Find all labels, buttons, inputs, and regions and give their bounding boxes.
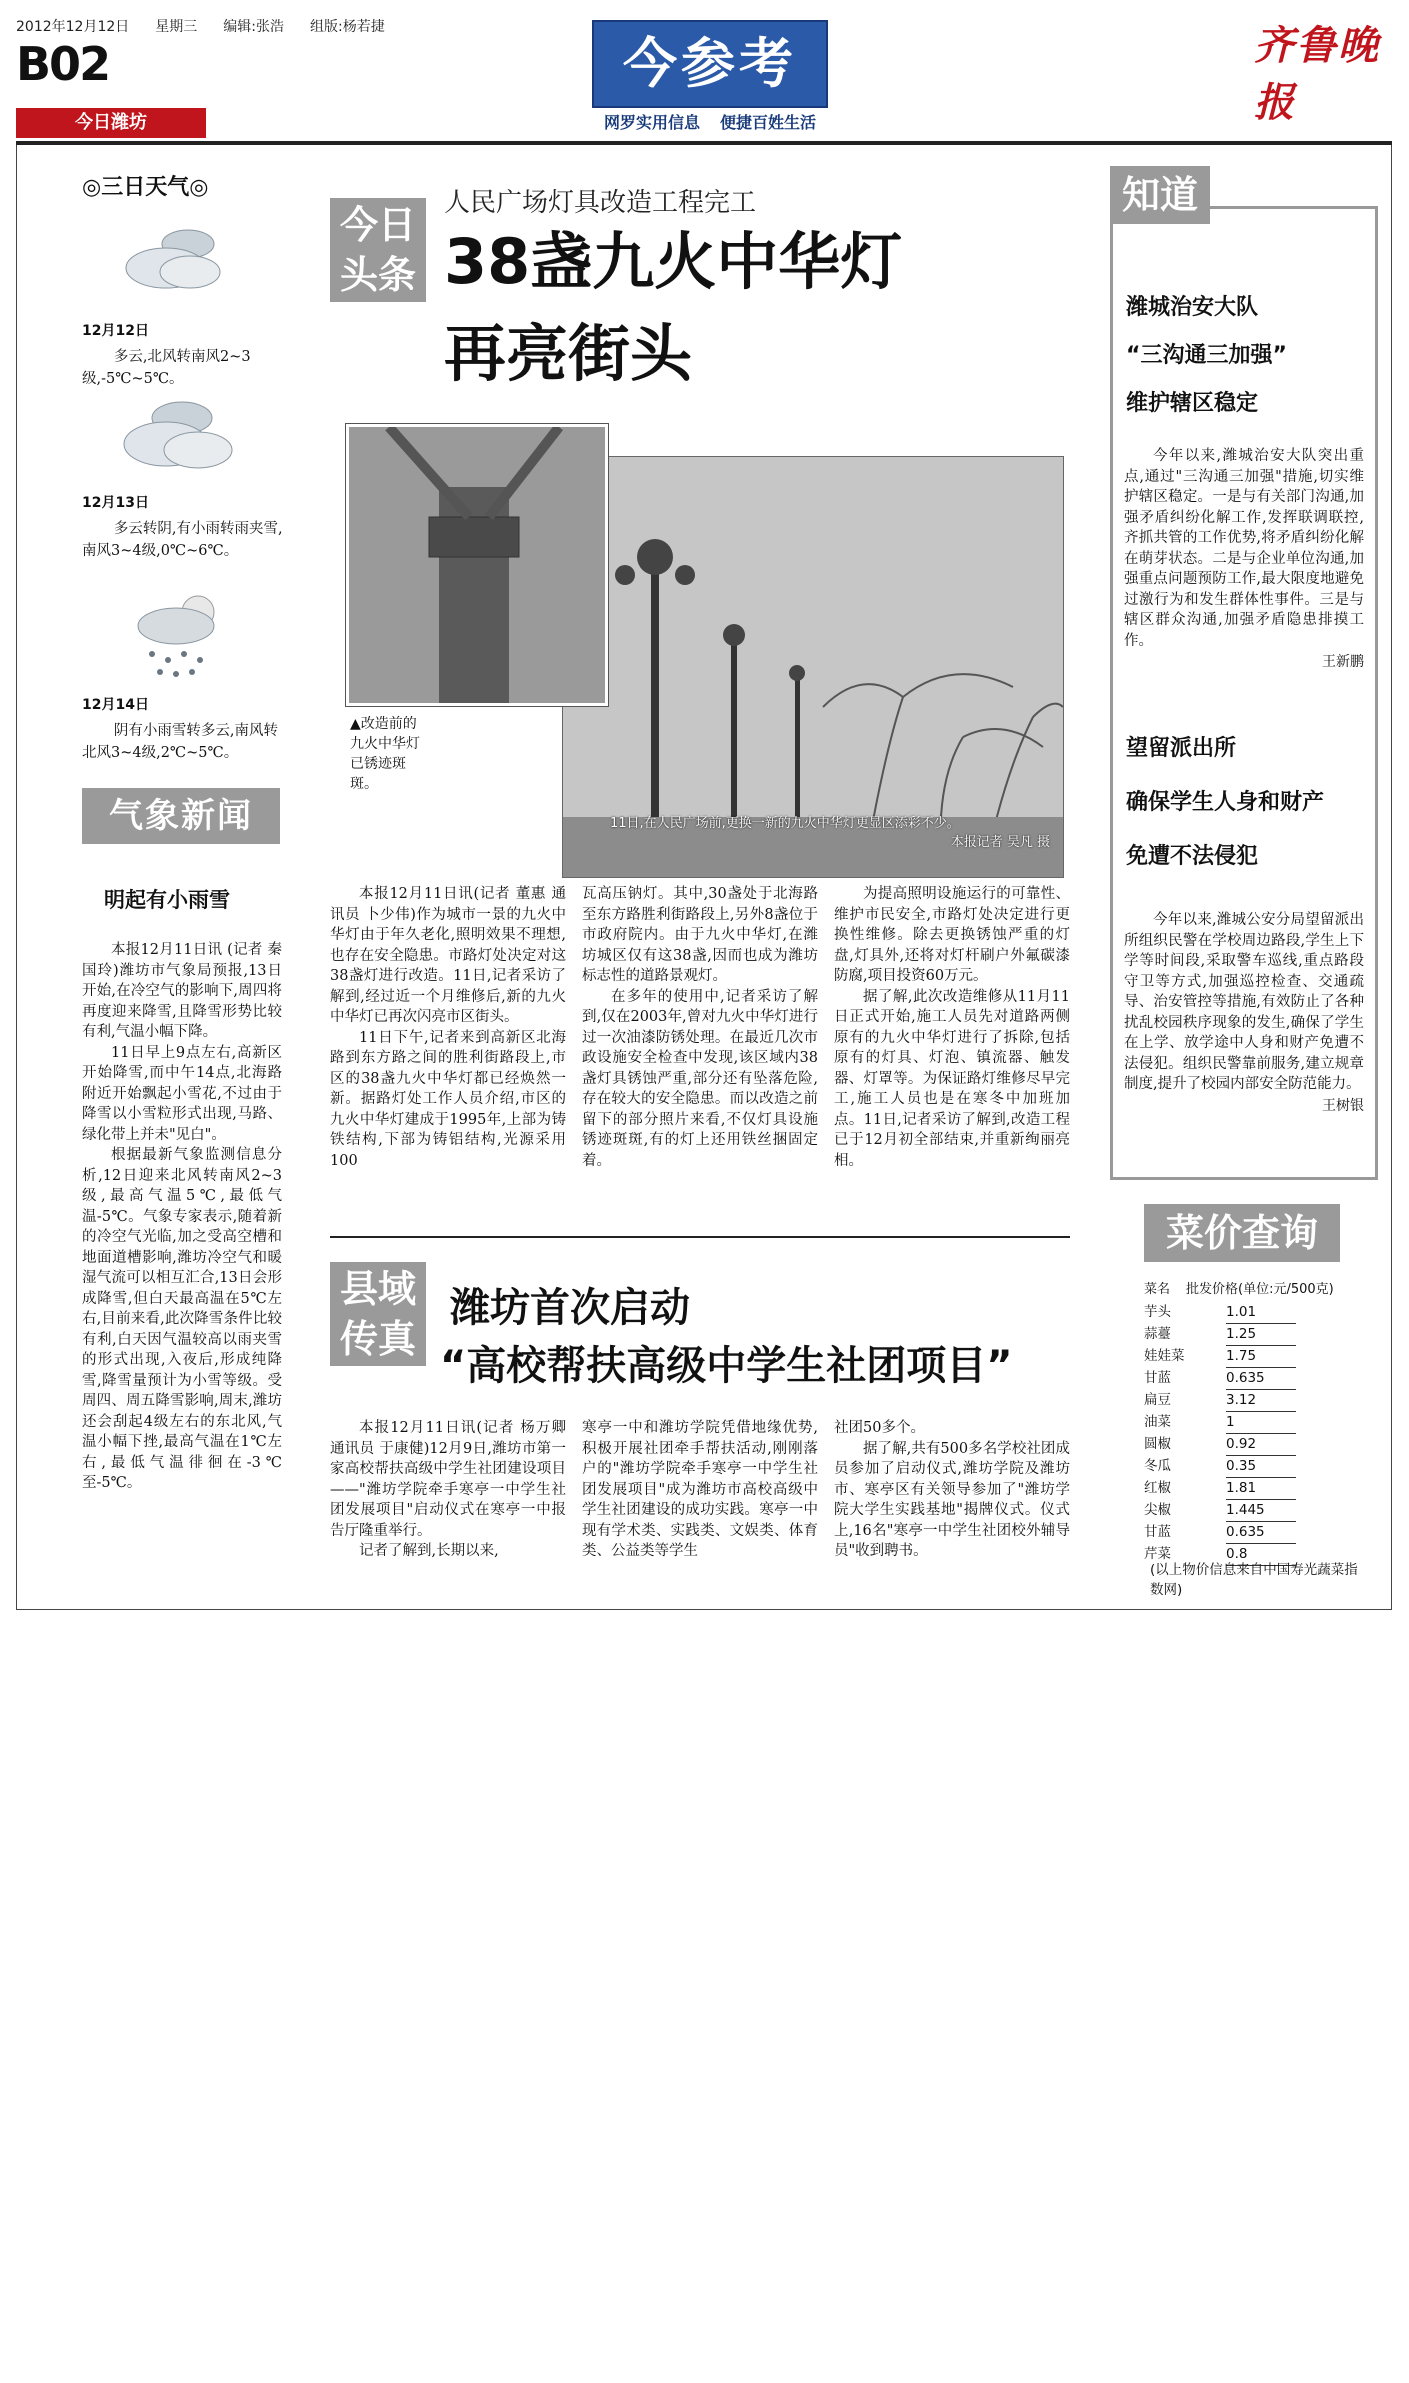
masthead-tagline-2: 便捷百姓生活	[719, 113, 816, 132]
know-story1-text: 今年以来,潍城治安大队突出重点,通过"三沟通三加强"措施,切实维护辖区稳定。一是与有关部门沟通,加强矛盾纠纷化解工作,发挥联调联控,齐抓共管的工作优势,将矛盾纠纷化解在萌芽状态。二是与企业单位沟通,加强重点问题预防工作,最大限度地避免过激行为和发生群体性事件。三是与辖区群众沟通,加强矛盾隐患排摸工作。	[1124, 448, 1364, 649]
price-item-name: 蒜薹	[1144, 1326, 1171, 1342]
price-header-name: 菜名	[1144, 1282, 1171, 1297]
weather-date-3: 12月14日	[82, 697, 149, 713]
photo-credit: 本报记者 吴凡 摄	[950, 835, 1050, 850]
know-story1-body	[1124, 446, 1364, 671]
cloudy-icon	[118, 218, 228, 302]
lead-col-1	[330, 884, 566, 1171]
know-story2-title-1: 望留派出所	[1126, 736, 1237, 761]
price-item-value: 1.75	[1226, 1346, 1296, 1368]
price-item-name: 扁豆	[1144, 1392, 1171, 1408]
price-item-value: 1.25	[1226, 1324, 1296, 1346]
price-item-name: 芋头	[1144, 1304, 1171, 1320]
lead-kicker: 人民广场灯具改造工程完工	[444, 188, 757, 218]
price-item-value: 1.445	[1226, 1500, 1296, 1522]
section-divider	[330, 1236, 1070, 1238]
county-col-3	[834, 1418, 1070, 1562]
lead-col1-para-2: 11日下午,记者来到高新区北海路到东方路之间的胜利街路段上,市区的38盏九火中华灯都已经焕然一新。据路灯处工作人员介绍,市区的九火中华灯建成于1995年,上部为铸铁结构,下部为铸铝结构,光源采用100	[330, 1029, 566, 1169]
lead-badge-text: 今日头条	[339, 203, 416, 297]
price-row	[1144, 1390, 1296, 1412]
county-col-2	[582, 1418, 818, 1562]
weather-news-para-2: 11日早上9点左右,高新区开始降雪,而中午14点,北海路附近开始飘起小雪花,不过由于降雪以小雪粒形式出现,马路、绿化带上并未"见白"。	[82, 1044, 282, 1143]
know-story2-body	[1124, 910, 1364, 1115]
weather-text-1: 多云,北风转南风2~3级,-5℃~5℃。	[82, 349, 251, 387]
weather-news-para-3: 根据最新气象监测信息分析,12日迎来北风转南风2~3级,最高气温5℃,最低气温-5℃。气象专家表示,随着新的冷空气光临,加之受高空槽和地面道槽影响,潍坊冷空气和暖湿气流可以相互汇合,13日会形成降雪,但白天最高温在5℃左右,目前来看,此次降雪条件比较有利,白天因气温较高以雨夹雪的形式出现,入夜后,形成纯降雪,降雪量预计为小雪等级。受周四、周五降雪影响,周末,潍坊还会刮起4级左右的东北风,气温小幅下挫,最高气温在1℃左右,最低气温徘徊在-3℃至-5℃。	[82, 1147, 282, 1491]
know-story1-title-3: 维护辖区稳定	[1126, 391, 1259, 416]
lead-col1-para-1: 本报12月11日讯(记者 董惠 通讯员 卜少伟)作为城市一景的九火中华灯由于年久老化,照明效果不理想,也存在安全隐患。市路灯处决定对这38盏灯进行改造。11日,记者采访了解到,经过近一个月维修后,新的九火中华灯已再次闪亮市区街头。	[330, 886, 566, 1025]
price-item-name: 圆椒	[1144, 1436, 1171, 1452]
issue-date: 2012年12月12日	[16, 19, 130, 35]
price-item-name: 娃娃菜	[1144, 1348, 1185, 1364]
price-item-value: 0.8	[1226, 1544, 1296, 1566]
price-item-name: 红椒	[1144, 1480, 1171, 1496]
price-item-value: 1.81	[1226, 1478, 1296, 1500]
know-story2-title-2: 确保学生人身和财产	[1126, 790, 1325, 815]
price-item-value: 1.01	[1226, 1302, 1296, 1324]
lead-col2-para-2: 在多年的使用中,记者采访了解到,仅在2003年,曾对九火中华灯进行过一次油漆防锈处理。在最近几次市政设施安全检查中发现,该区域内38盏灯具锈蚀严重,部分还有坠落危险,存在较大的安全隐患。而以改造之前留下的部分照片来看,不仅灯具设施锈迹斑斑,有的灯上还用铁丝捆固定着。	[582, 988, 818, 1169]
price-item-value: 0.92	[1226, 1434, 1296, 1456]
county-col1-para-2: 记者了解到,长期以来,	[359, 1543, 499, 1559]
price-header	[1144, 1278, 1334, 1297]
price-item-name: 甘蓝	[1144, 1370, 1171, 1386]
know-story2-byline: 王树银	[1322, 1097, 1364, 1114]
lead-col-2	[582, 884, 818, 1171]
issue-weekday: 星期三	[155, 19, 198, 35]
price-item-value: 0.635	[1226, 1368, 1296, 1390]
price-item-name: 甘蓝	[1144, 1524, 1171, 1540]
county-col3-para-2: 据了解,共有500多名学校社团成员参加了启动仪式,潍坊学院及潍坊市、寒亭区有关领导参加了"潍坊学院大学生实践基地"揭牌仪式。仪式上,16名"寒亭一中学生社团校外辅导员"收到聘书。	[834, 1440, 1070, 1559]
weather-text-3: 阴有小雨雪转多云,南风转北风3~4级,2℃~5℃。	[82, 723, 278, 761]
price-item-name: 尖椒	[1144, 1502, 1171, 1518]
know-story2-title-3: 免遭不法侵犯	[1126, 844, 1259, 869]
price-row	[1144, 1478, 1296, 1500]
inset-caption: ▲改造前的九火中华灯已锈迹斑斑。	[350, 716, 420, 792]
price-row	[1144, 1456, 1296, 1478]
county-col-1	[330, 1418, 571, 1562]
price-row	[1144, 1346, 1296, 1368]
county-title-line-2: “高校帮扶高级中学生社团项目”	[440, 1343, 1013, 1389]
price-row	[1144, 1368, 1296, 1390]
weather-text-2: 多云转阴,有小雨转雨夹雪,南风3~4级,0℃~6℃。	[82, 521, 283, 559]
weather-title: ◎三日天气◎	[82, 175, 209, 200]
price-row	[1144, 1434, 1296, 1456]
price-item-value: 1	[1226, 1412, 1296, 1434]
weather-date-1: 12月12日	[82, 323, 149, 339]
masthead-tagline-1: 网罗实用信息	[603, 113, 700, 132]
lead-title-line-1: 38盏九火中华灯	[444, 225, 903, 298]
price-item-value: 3.12	[1226, 1390, 1296, 1412]
lead-col3-para-1: 为提高照明设施运行的可靠性、维护市民安全,市路灯处决定进行更换性维修。除去更换锈蚀严重的灯盘,灯具外,还将对灯杆刷户外氟碳漆防腐,项目投资60万元。	[834, 886, 1070, 984]
editor: 编辑:张浩	[223, 19, 284, 35]
price-row	[1144, 1412, 1296, 1434]
weather-news-headline: 明起有小雨雪	[104, 888, 230, 912]
masthead-title: 今参考	[623, 32, 797, 95]
lead-col2-para-1: 瓦高压钠灯。其中,30盏处于北海路至东方路胜利街路段上,另外8盏位于市政府院内。由于九火中华灯,在潍坊城区仅有这38盏,因而也成为潍坊标志性的道路景观灯。	[582, 886, 818, 984]
overcast-icon	[118, 392, 238, 482]
layout-editor: 组版:杨若捷	[309, 19, 385, 35]
rusty-lamp-closeup	[349, 427, 605, 703]
county-col2-para-1: 寒亭一中和潍坊学院凭借地缘优势,积极开展社团牵手帮扶活动,刚刚落户的"潍坊学院牵手寒亭一中学生社团发展项目"成为潍坊市高校高级中学生社团建设的成功实践。寒亭一中现有学术类、实践类、文娱类、体育类、公益类等学生	[582, 1420, 818, 1559]
price-item-value: 0.35	[1226, 1456, 1296, 1478]
price-row	[1144, 1302, 1296, 1324]
masthead-tagline	[594, 110, 826, 133]
price-item-name: 芹菜	[1144, 1546, 1171, 1562]
know-story1-title-1: 潍城治安大队	[1126, 295, 1259, 320]
know-label: 知道	[1110, 166, 1210, 224]
price-table	[1144, 1302, 1296, 1566]
page-number: B02	[16, 37, 110, 91]
price-row	[1144, 1324, 1296, 1346]
price-label: 菜价查询	[1144, 1204, 1340, 1262]
price-item-name: 冬瓜	[1144, 1458, 1171, 1474]
photo-caption: 11日,在人民广场前,更换一新的九火中华灯更显区添彩不少。	[610, 816, 960, 831]
lead-badge	[330, 198, 426, 302]
weather-news-body	[82, 940, 282, 1494]
county-badge	[330, 1262, 426, 1366]
header-meta	[16, 16, 385, 36]
weather-news-label: 气象新闻	[82, 788, 280, 844]
know-story1-byline: 王新鹏	[1322, 654, 1364, 670]
photo-caption-box	[610, 812, 1050, 850]
price-item-name: 油菜	[1144, 1414, 1171, 1430]
lead-title-line-2: 再亮街头	[444, 317, 693, 390]
lead-col-3	[834, 884, 1070, 1171]
know-story1-title-2: “三沟通三加强”	[1126, 343, 1287, 368]
county-badge-text: 县域传真	[339, 1267, 416, 1361]
price-row	[1144, 1500, 1296, 1522]
paper-logo: 齐鲁晚报	[1254, 22, 1380, 126]
price-header-price: 批发价格(单位:元/500克)	[1186, 1282, 1334, 1297]
inset-photo	[346, 424, 608, 706]
county-col1-para-1: 本报12月11日讯(记者 杨万卿 通讯员 于康健)12月9日,潍坊市第一家高校帮扶高级中学生社团建设项目——"潍坊学院牵手寒亭一中学生社团发展项目"启动仪式在寒亭一中报告厅隆重举行。	[330, 1420, 571, 1539]
lead-col3-para-2: 据了解,此次改造维修从11月11日正式开始,施工人员先对道路两侧原有的九火中华灯进行了拆除,包括原有的灯具、灯泡、镇流器、触发器、灯罩等。为保证路灯维修尽早完工,施工人员也是在寒冬中加班加点。11日,记者采访了解到,改造工程已于12月初全部结束,并重新绚丽亮相。	[834, 988, 1070, 1169]
know-story1-title	[1126, 284, 1287, 428]
know-story2-text: 今年以来,潍城公安分局望留派出所组织民警在学校周边路段,学生上下学等时间段,采取警车巡线,重点路段守卫等方式,加强巡控检查、交通疏导、治安管控等措施,有效防止了各种扰乱校园秩序现象的发生,确保了学生在上学、放学途中人身和财产免遭不法侵犯。组织民警靠前服务,建立规章制度,提升了校园内部安全防范能力。	[1124, 912, 1364, 1092]
price-note: (以上物价信息来自中国寿光蔬菜指数网)	[1150, 1562, 1358, 1598]
price-row	[1144, 1522, 1296, 1544]
know-story2-title	[1126, 722, 1324, 884]
masthead-box	[592, 20, 828, 108]
weather-date-2: 12月13日	[82, 495, 149, 511]
county-col3-para-1: 社团50多个。	[834, 1420, 925, 1436]
rain-icon	[128, 588, 238, 680]
weather-news-para-1: 本报12月11日讯 (记者 秦国玲)潍坊市气象局预报,13日开始,在冷空气的影响下,周四将再度迎来降雪,且降雪形势比较有利,气温小幅下降。	[82, 942, 282, 1040]
price-item-value: 0.635	[1226, 1522, 1296, 1544]
county-title-line-1: 潍坊首次启动	[450, 1285, 690, 1331]
section-tab: 今日潍坊	[16, 108, 206, 138]
